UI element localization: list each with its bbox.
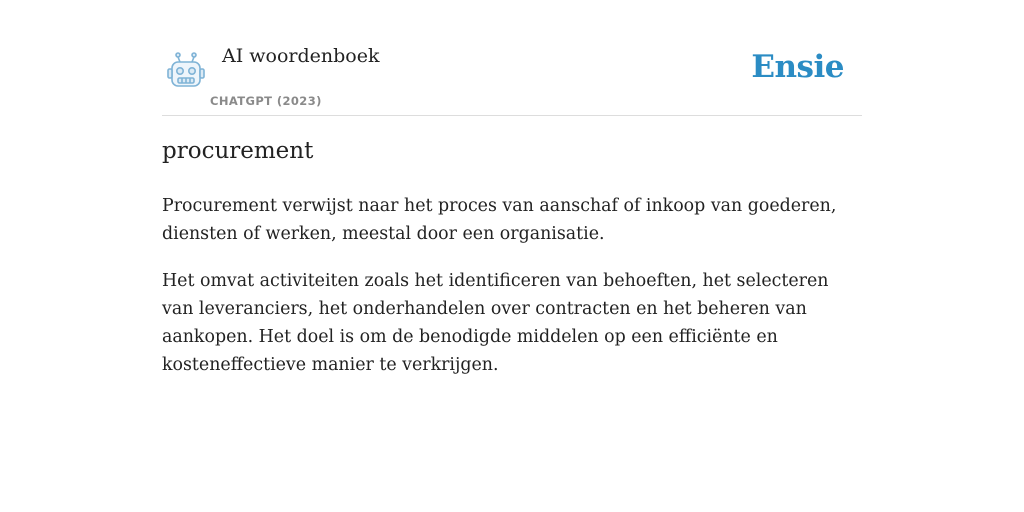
definition-paragraph: Het omvat activiteiten zoals het identificeren van behoeften, het selecteren van leveranciers, het onderhandelen over contracten en het beheren van aankopen. Het doel is om de benodigde middelen op een efficiënte en kosteneffectieve manier te verkrijgen. — [162, 271, 829, 375]
entry-term: procurement — [162, 138, 314, 164]
page-container — [162, 0, 862, 375]
robot-icon — [166, 52, 206, 90]
source-label: CHATGPT (2023) — [210, 94, 322, 108]
header — [162, 0, 862, 116]
brand-logo[interactable]: Ensie — [751, 49, 844, 85]
definition-paragraph: Procurement verwijst naar het proces van aanschaf of inkoop van goederen, diensten of werken, meestal door een organisatie. — [162, 196, 837, 244]
dictionary-title: AI woordenboek — [222, 45, 380, 67]
